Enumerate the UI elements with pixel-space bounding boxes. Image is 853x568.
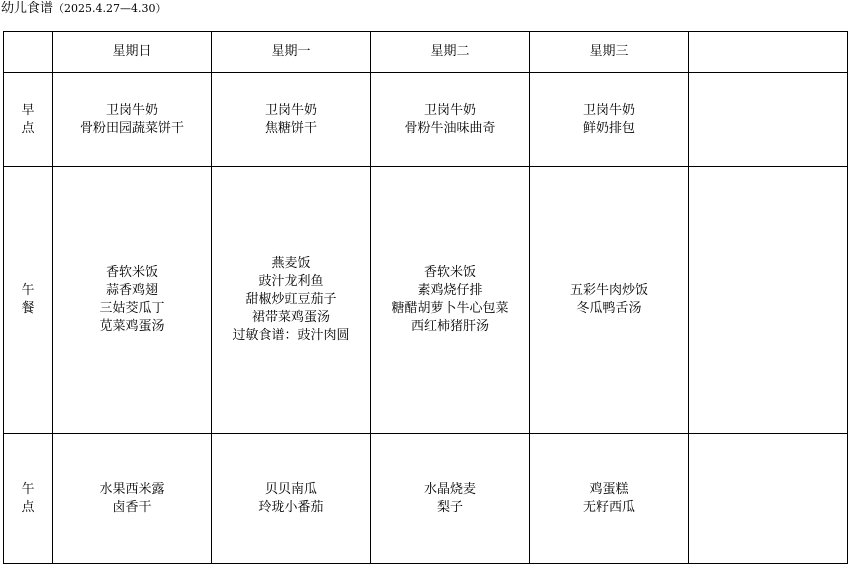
meal-row-lunch bbox=[4, 167, 848, 434]
menu-cell bbox=[53, 167, 212, 434]
meal-label-afternoon-snack bbox=[4, 434, 53, 564]
menu-table bbox=[3, 31, 848, 564]
day-header: 星期日 bbox=[53, 32, 212, 73]
menu-cell bbox=[371, 73, 530, 167]
dish: 焦糖饼干 bbox=[264, 120, 317, 136]
dish: 鸡蛋糕 bbox=[589, 481, 629, 497]
title-name: 幼儿食谱 bbox=[1, 1, 54, 16]
menu-cell-empty bbox=[689, 167, 848, 434]
dish: 水果西米露 bbox=[99, 481, 165, 497]
dish: 裙带菜鸡蛋汤 bbox=[251, 310, 330, 325]
dish: 苋菜鸡蛋汤 bbox=[99, 319, 165, 334]
meal-label-char: 餐 bbox=[21, 301, 35, 316]
dish: 素鸡烧仔排 bbox=[417, 283, 483, 298]
menu-cell bbox=[530, 434, 689, 564]
title-date-range: （2025.4.27—4.30） bbox=[53, 2, 167, 15]
dish: 蒜香鸡翅 bbox=[105, 283, 158, 298]
dish: 水晶烧麦 bbox=[423, 481, 476, 497]
menu-cell bbox=[530, 167, 689, 434]
menu-cell bbox=[212, 434, 371, 564]
dish: 卤香干 bbox=[112, 499, 152, 515]
menu-cell-empty bbox=[689, 434, 848, 564]
meal-row-afternoon-snack bbox=[4, 434, 848, 564]
day-header: 星期一 bbox=[212, 32, 371, 73]
dish: 五彩牛肉炒饭 bbox=[569, 283, 648, 298]
corner-cell bbox=[4, 32, 53, 73]
day-header: 星期二 bbox=[371, 32, 530, 73]
menu-cell bbox=[53, 73, 212, 167]
dish: 卫岗牛奶 bbox=[264, 102, 317, 118]
menu-cell bbox=[212, 73, 371, 167]
meal-label-lunch bbox=[4, 167, 53, 434]
dish: 无籽西瓜 bbox=[582, 499, 635, 515]
dish: 西红柿猪肝汤 bbox=[410, 319, 489, 334]
header-row bbox=[4, 32, 848, 73]
dish: 卫岗牛奶 bbox=[582, 102, 635, 118]
meal-label-char: 点 bbox=[21, 499, 35, 515]
day-header: 星期三 bbox=[530, 32, 689, 73]
menu-cell bbox=[371, 167, 530, 434]
dish: 冬瓜鸭舌汤 bbox=[576, 301, 642, 316]
dish: 卫岗牛奶 bbox=[423, 102, 476, 118]
meal-label-breakfast bbox=[4, 73, 53, 167]
dish-allergy-note: 过敏食谱：豉汁肉圆 bbox=[232, 328, 350, 343]
day-header bbox=[689, 32, 848, 73]
meal-label-char: 早 bbox=[21, 102, 35, 118]
menu-cell-empty bbox=[689, 73, 848, 167]
dish: 玲珑小番茄 bbox=[258, 499, 324, 515]
meal-row-breakfast bbox=[4, 73, 848, 167]
menu-cell bbox=[371, 434, 530, 564]
dish: 香软米饭 bbox=[423, 265, 476, 280]
dish: 甜椒炒豇豆茄子 bbox=[245, 292, 337, 307]
dish: 燕麦饭 bbox=[271, 256, 311, 271]
menu-cell bbox=[530, 73, 689, 167]
menu-cell bbox=[212, 167, 371, 434]
menu-cell bbox=[53, 434, 212, 564]
dish: 骨粉田园蔬菜饼干 bbox=[79, 120, 184, 136]
dish: 梨子 bbox=[436, 499, 463, 515]
page-title bbox=[1, 0, 167, 18]
dish: 三姑茭瓜丁 bbox=[99, 301, 165, 316]
dish: 贝贝南瓜 bbox=[264, 481, 317, 497]
dish: 豉汁龙利鱼 bbox=[258, 274, 324, 289]
dish: 香软米饭 bbox=[105, 265, 158, 280]
dish: 鲜奶排包 bbox=[582, 120, 635, 136]
meal-label-char: 午 bbox=[21, 481, 35, 497]
dish: 骨粉牛油味曲奇 bbox=[404, 120, 496, 136]
meal-label-char: 点 bbox=[21, 120, 35, 136]
dish: 糖醋胡萝卜牛心包菜 bbox=[391, 301, 509, 316]
dish: 卫岗牛奶 bbox=[105, 102, 158, 118]
meal-label-char: 午 bbox=[21, 283, 35, 298]
